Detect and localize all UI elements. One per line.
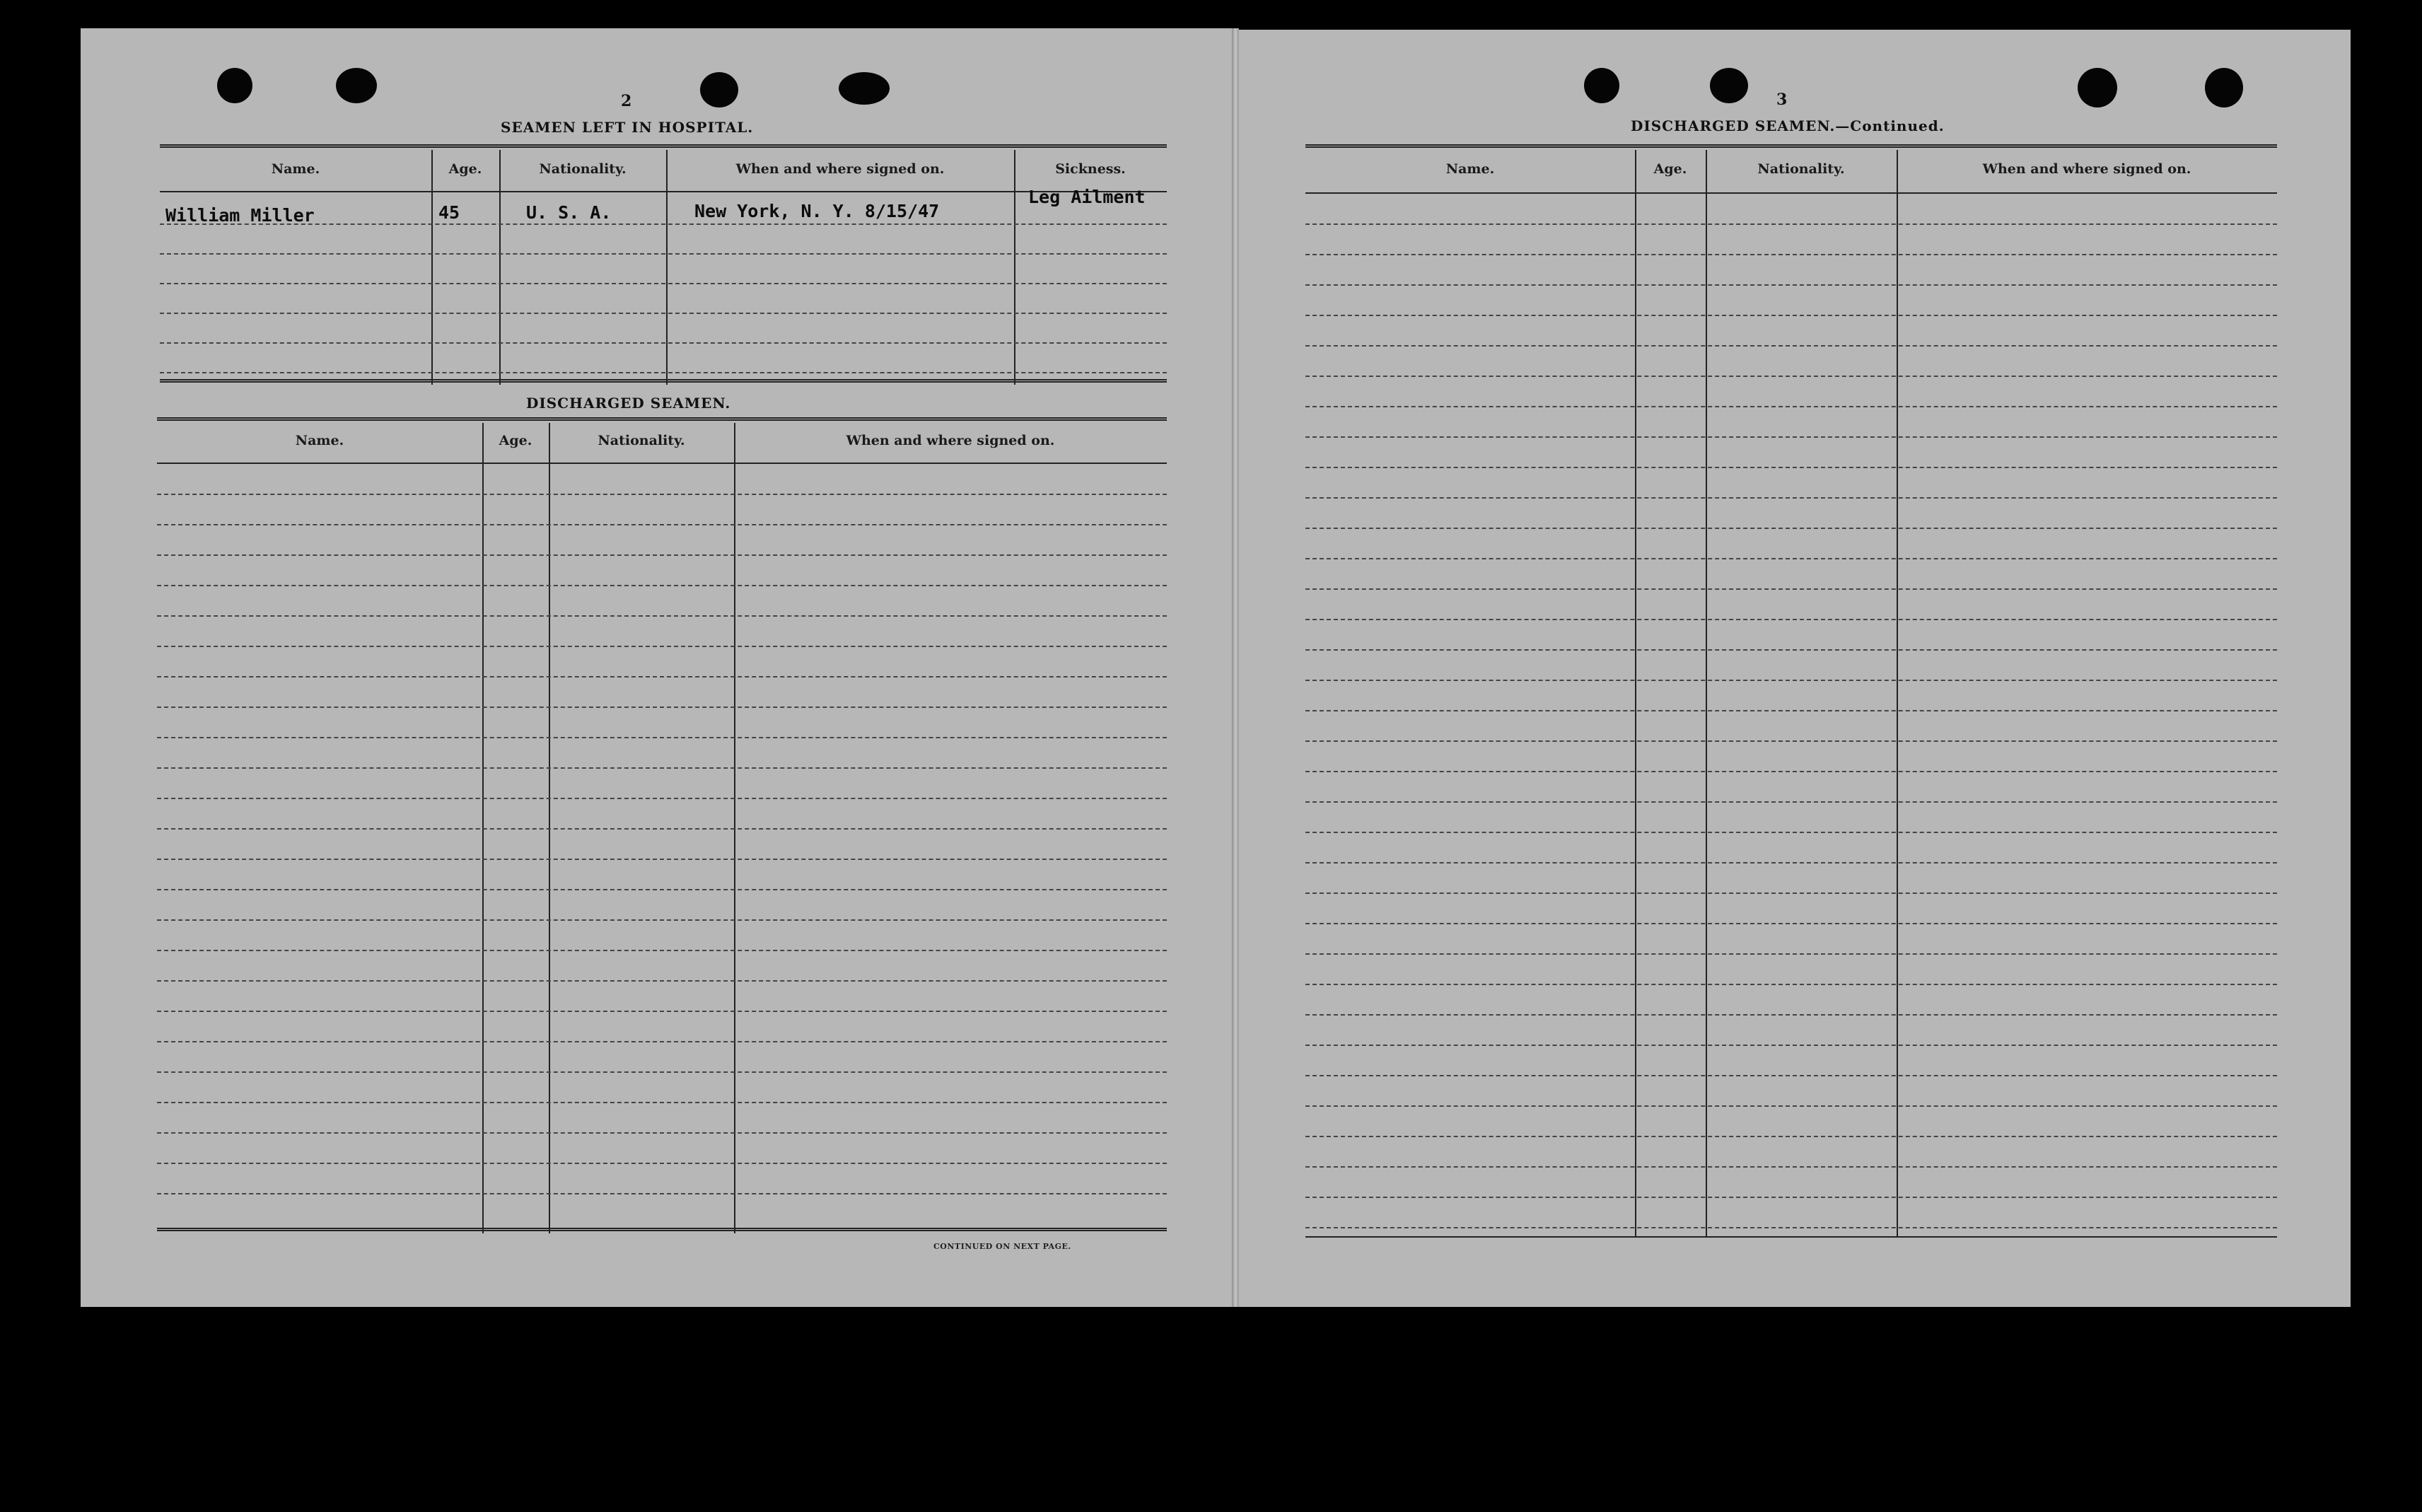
column-divider (1897, 150, 1898, 1236)
discharged-table (157, 417, 1167, 1238)
column-divider (1635, 150, 1636, 1236)
ruled-line (160, 372, 1167, 373)
column-header-nationality: Nationality. (539, 161, 627, 177)
ruled-line (157, 737, 1167, 738)
ruled-line (1305, 862, 2277, 863)
column-header-sickness: Sickness. (1055, 161, 1126, 177)
ruled-line (1305, 223, 2277, 225)
column-header-age: Age. (1653, 161, 1687, 177)
column-header-name: Name. (271, 161, 320, 177)
ruled-line (1305, 315, 2277, 316)
column-divider (499, 150, 501, 385)
ruled-line (157, 950, 1167, 951)
hospital-row-age: 45 (438, 202, 460, 223)
ruled-line (157, 676, 1167, 678)
ruled-line (157, 980, 1167, 982)
column-header-signed-on: When and where signed on. (1982, 161, 2191, 177)
column-divider (1706, 150, 1707, 1236)
ruled-line (1305, 892, 2277, 894)
column-header-signed-on: When and where signed on. (735, 161, 945, 177)
discharged-section-title: DISCHARGED SEAMEN. (526, 395, 731, 412)
ruled-line (157, 1041, 1167, 1042)
table-bottom-rule (160, 379, 1167, 383)
column-header-name: Name. (295, 433, 344, 448)
ruled-line (1305, 680, 2277, 681)
ruled-line (157, 1102, 1167, 1103)
ruled-line (157, 615, 1167, 617)
continued-note: CONTINUED ON NEXT PAGE. (933, 1242, 1071, 1251)
ruled-line (157, 1163, 1167, 1164)
hospital-section-title: SEAMEN LEFT IN HOSPITAL. (501, 119, 754, 136)
hospital-row-nationality: U. S. A. (526, 202, 612, 223)
ruled-line (1305, 1197, 2277, 1198)
punch-hole (1710, 68, 1748, 103)
column-header-nationality: Nationality. (1757, 161, 1845, 177)
ruled-line (1305, 1014, 2277, 1016)
ruled-line (157, 1132, 1167, 1134)
column-header-age: Age. (499, 433, 532, 448)
ruled-line (157, 859, 1167, 860)
ruled-line (157, 828, 1167, 830)
ruled-line (1305, 1227, 2277, 1228)
hospital-row-sickness: Leg Ailment (1028, 187, 1146, 207)
ruled-line (1305, 436, 2277, 438)
ruled-line (1305, 984, 2277, 985)
column-header-age: Age. (448, 161, 482, 177)
ruled-line (1305, 284, 2277, 286)
ruled-line (1305, 740, 2277, 742)
ruled-line (1305, 953, 2277, 955)
table-bottom-rule (157, 1228, 1167, 1231)
column-divider (666, 150, 668, 385)
header-rule (157, 463, 1167, 464)
ruled-line (1305, 649, 2277, 651)
ruled-line (1305, 497, 2277, 499)
ruled-line (157, 798, 1167, 799)
ruled-line (160, 283, 1167, 284)
ruled-line (157, 1193, 1167, 1194)
ruled-line (157, 585, 1167, 586)
table-top-rule (160, 144, 1167, 148)
ruled-line (1305, 558, 2277, 559)
page-number-right: 3 (1776, 91, 1788, 109)
ruled-line (157, 524, 1167, 525)
column-divider (1014, 150, 1015, 385)
ruled-line (1305, 376, 2277, 377)
ruled-line (157, 494, 1167, 495)
ruled-line (157, 554, 1167, 556)
punch-hole (2205, 68, 2243, 107)
column-divider (431, 150, 433, 385)
column-header-name: Name. (1445, 161, 1495, 177)
punch-hole (336, 68, 377, 103)
punch-hole (217, 68, 252, 103)
hospital-table (160, 144, 1167, 389)
ruled-line (1305, 406, 2277, 407)
ruled-line (157, 767, 1167, 769)
page-fold (1232, 28, 1239, 1307)
ruled-line (1305, 254, 2277, 255)
ruled-line (1305, 1105, 2277, 1107)
ruled-line (1305, 1075, 2277, 1076)
ruled-line (160, 253, 1167, 255)
punch-hole (1584, 68, 1619, 103)
ruled-line (1305, 619, 2277, 620)
column-header-signed-on: When and where signed on. (846, 433, 1055, 448)
ruled-line (1305, 345, 2277, 347)
punch-hole (2078, 68, 2117, 107)
ruled-line (160, 342, 1167, 344)
punch-hole (700, 72, 738, 107)
header-rule (160, 191, 1167, 192)
ruled-line (157, 889, 1167, 890)
header-rule (1305, 192, 2277, 194)
table-top-rule (157, 417, 1167, 421)
punch-hole (839, 72, 890, 105)
ruled-line (1305, 588, 2277, 590)
ruled-line (1305, 771, 2277, 772)
page-number-left: 2 (621, 92, 632, 110)
column-header-nationality: Nationality. (598, 433, 685, 448)
ruled-line (157, 919, 1167, 921)
ruled-line (1305, 1045, 2277, 1046)
hospital-row-signed-on: New York, N. Y. 8/15/47 (694, 201, 940, 221)
ruled-line (1305, 832, 2277, 833)
ruled-line (1305, 467, 2277, 468)
ruled-line (1305, 923, 2277, 924)
ruled-line (157, 1011, 1167, 1012)
ruled-line (1305, 1166, 2277, 1168)
ruled-line (160, 223, 1167, 225)
ruled-line (157, 1071, 1167, 1073)
discharged-continued-title: DISCHARGED SEAMEN.—Continued. (1631, 117, 1945, 134)
hospital-row-name: William Miller (165, 205, 315, 226)
ruled-line (157, 646, 1167, 647)
discharged-continued-table (1305, 144, 2277, 1245)
ruled-line (157, 706, 1167, 708)
table-top-rule (1305, 144, 2277, 148)
ruled-line (1305, 528, 2277, 529)
ruled-line (1305, 801, 2277, 803)
table-bottom-rule (1305, 1236, 2277, 1238)
ruled-line (160, 313, 1167, 314)
ruled-line (1305, 710, 2277, 711)
ruled-line (1305, 1136, 2277, 1137)
